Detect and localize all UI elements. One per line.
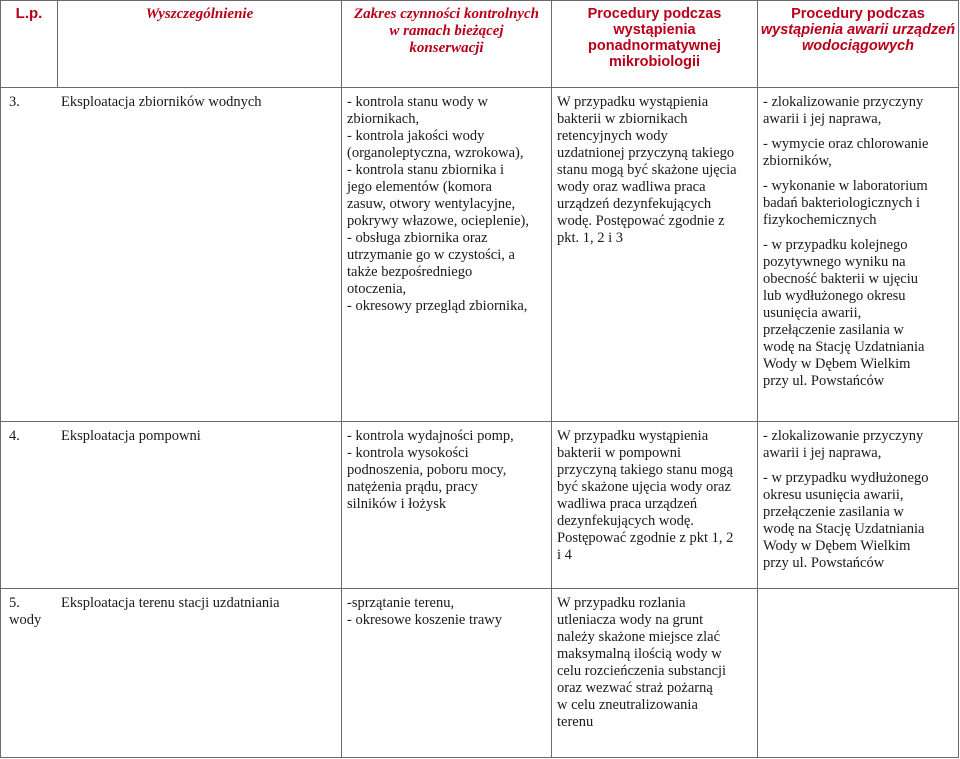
row-name: Eksploatacja pompowni xyxy=(61,428,201,444)
micro-procedure-cell: W przypadku rozlania utleniacza wody na grunt należy skażone miejsce zlać maksymalną ilością wody w celu rozcieńczenia substancji oraz wezwać straż pożarną w celu zneutralizowania terenu xyxy=(552,589,758,758)
scope-cell: - kontrola wydajności pomp, - kontrola wysokości podnoszenia, poboru mocy, natężenia prądu, pracy silników i łożysk xyxy=(342,422,552,589)
header-specification: Wyszczególnienie xyxy=(58,1,342,88)
failure-procedure-cell: - zlokalizowanie przyczyny awarii i jej naprawa, - w przypadku wydłużonego okresu usunięcia awarii, przełączenie zasilania w wodę na Stację Uzdatniania Wody w Dębem Wielkim przy ul. Powstańców xyxy=(758,422,959,589)
table-row xyxy=(1,422,959,589)
failure-procedure-cell: - zlokalizowanie przyczyny awarii i jej naprawa, - wymycie oraz chlorowanie zbiorników, - wykonanie w laboratorium badań bakteriologicznych i fizykochemicznych - w przypadku kolejnego pozytywnego wyniku na obecność bakterii w ujęciu lub wydłużonego okresu usunięcia awarii, przełączenie zasilania w wodę na Stację Uzdatniania Wody w Dębem Wielkim przy ul. Powstańców xyxy=(758,88,959,422)
row-number-and-name xyxy=(1,422,342,589)
row-number: 4. xyxy=(9,428,20,444)
header-micro-procedures: Procedury podczas wystąpienia ponadnormatywnej mikrobiologii xyxy=(552,1,758,88)
header-failure-procedures: Procedury podczas wystąpienia awarii urządzeń wodociągowych xyxy=(758,1,959,88)
scope-cell: - kontrola stanu wody w zbiornikach, - kontrola jakości wody (organoleptyczna, wzrokowa), - kontrola stanu zbiornika i jego elementów (komora zasuw, otwory wentylacyjne, pokrywy włazowe, ocieplenie), - obsługa zbiornika oraz utrzymanie go w czystości, a także bezpośredniego otoczenia, - okresowy przegląd zbiornika, xyxy=(342,88,552,422)
row-name: Eksploatacja terenu stacji uzdatniania xyxy=(61,595,280,611)
failure-procedure-cell-empty xyxy=(758,589,959,758)
header-row xyxy=(1,1,959,88)
row-name: Eksploatacja zbiorników wodnych xyxy=(61,94,262,110)
table-row xyxy=(1,589,959,758)
header-scope: Zakres czynności kontrolnych w ramach bieżącej konserwacji xyxy=(342,1,552,88)
row-name-continued: wody xyxy=(9,612,42,628)
row-number-and-name xyxy=(1,88,342,422)
row-number: 5. xyxy=(9,595,20,611)
table-row xyxy=(1,88,959,422)
row-number-and-name xyxy=(1,589,342,758)
scope-cell: -sprzątanie terenu, - okresowe koszenie trawy xyxy=(342,589,552,758)
micro-procedure-cell: W przypadku wystąpienia bakterii w zbiornikach retencyjnych wody uzdatnionej przyczyną takiego stanu mogą być skażone ujęcia wody oraz wadliwa praca urządzeń dezynfekujących wodę. Postępować zgodnie z pkt. 1, 2 i 3 xyxy=(552,88,758,422)
row-number: 3. xyxy=(9,94,20,110)
header-lp: L.p. xyxy=(1,1,58,88)
micro-procedure-cell: W przypadku wystąpienia bakterii w pompowni przyczyną takiego stanu mogą być skażone ujęcia wody oraz wadliwa praca urządzeń dezynfekujących wodę. Postępować zgodnie z pkt 1, 2 i 4 xyxy=(552,422,758,589)
